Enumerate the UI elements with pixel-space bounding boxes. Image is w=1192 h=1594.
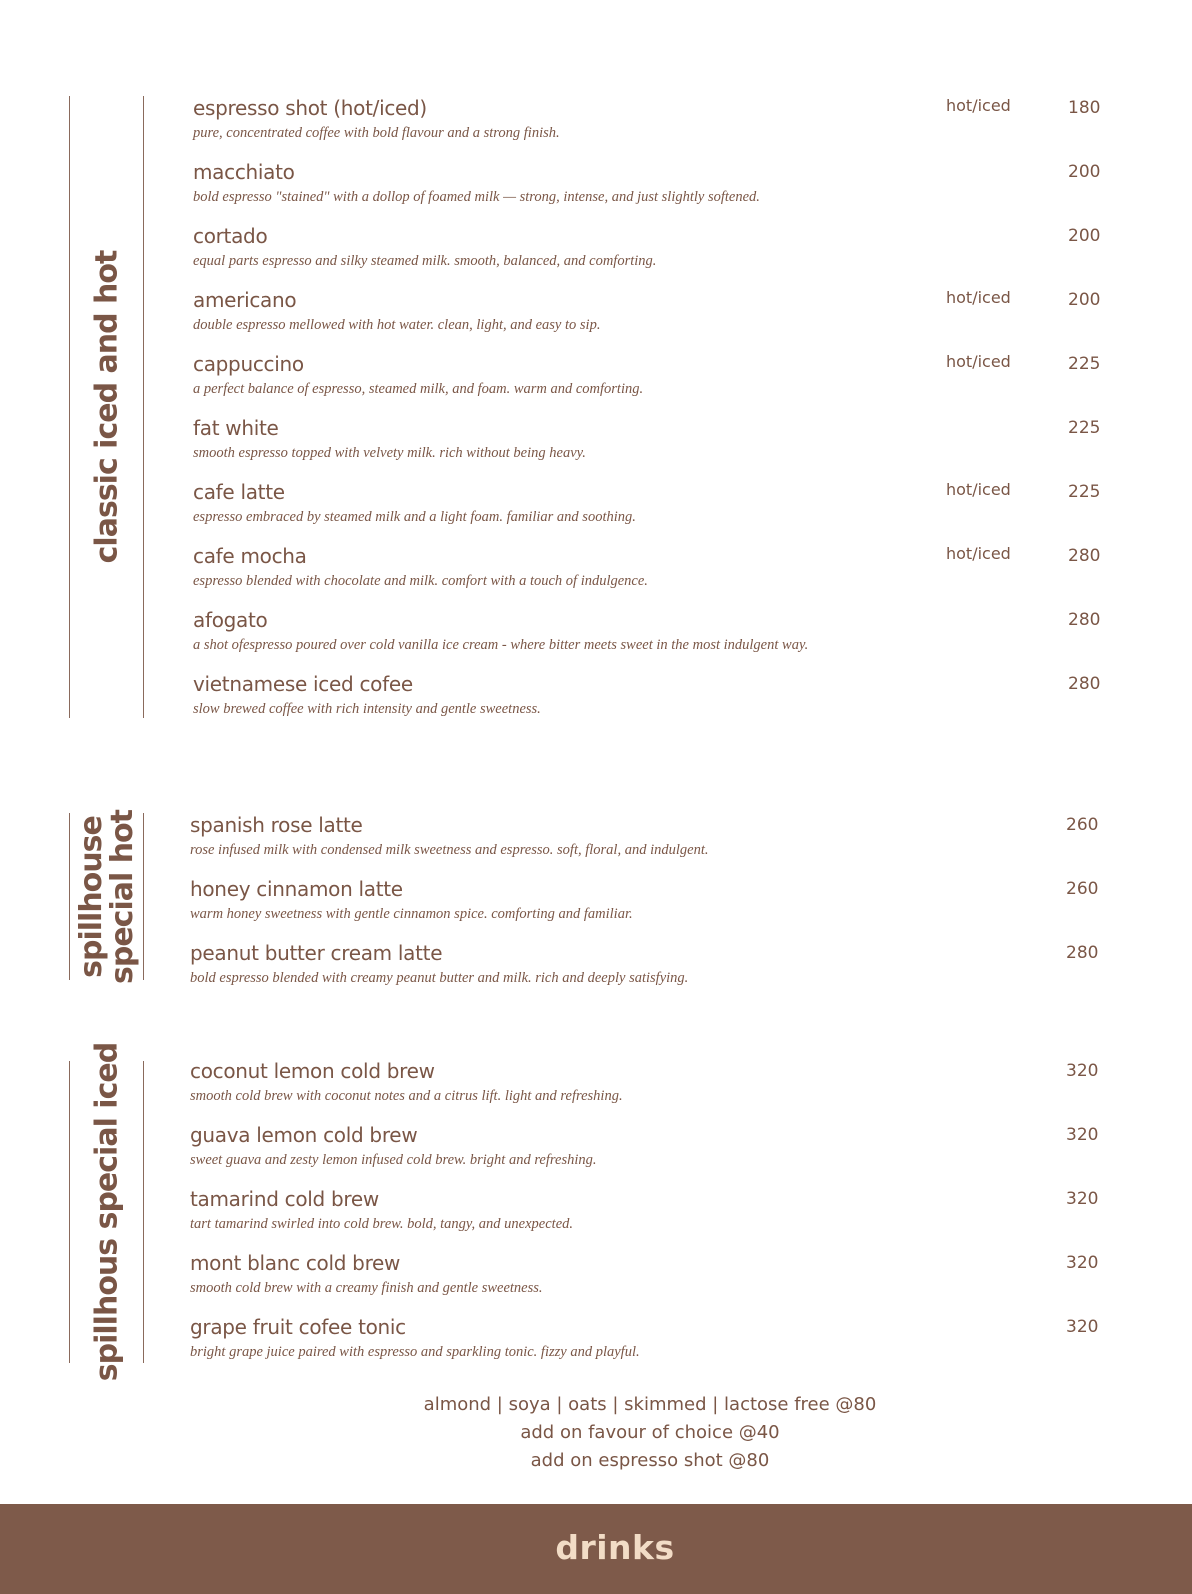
item-name: americano (193, 288, 297, 312)
item-price: 200 (1068, 226, 1101, 246)
item-price: 280 (1068, 546, 1101, 566)
item-option: hot/iced (946, 544, 1011, 563)
item-name: espresso shot (hot/iced) (193, 96, 427, 120)
menu-item (0, 160, 1192, 224)
milk-options-note: almond | soya | oats | skimmed | lactose free @80 (423, 1394, 877, 1415)
menu-list (0, 813, 1192, 1005)
item-price: 320 (1066, 1317, 1099, 1337)
item-description: bright grape juice paired with espresso and sparkling tonic. fizzy and playful. (190, 1344, 640, 1360)
section-special-iced (0, 1042, 1192, 1382)
item-description: espresso embraced by steamed milk and a light foam. familiar and soothing. (193, 509, 636, 525)
item-description: espresso blended with chocolate and milk. comfort with a touch of indulgence. (193, 573, 648, 589)
item-price: 225 (1068, 418, 1101, 438)
item-name: guava lemon cold brew (190, 1123, 418, 1147)
item-name: macchiato (193, 160, 295, 184)
menu-list (0, 96, 1192, 736)
item-name: afogato (193, 608, 268, 632)
menu-item (0, 608, 1192, 672)
footer-title: drinks (555, 1528, 675, 1567)
menu-item (0, 813, 1192, 877)
menu-item (0, 224, 1192, 288)
menu-item (0, 544, 1192, 608)
item-name: cafe latte (193, 480, 285, 504)
item-description: slow brewed coffee with rich intensity and gentle sweetness. (193, 701, 541, 717)
item-price: 260 (1066, 879, 1099, 899)
item-price: 225 (1068, 482, 1101, 502)
item-price: 200 (1068, 162, 1101, 182)
item-name: cappuccino (193, 352, 304, 376)
menu-item (0, 416, 1192, 480)
item-price: 180 (1068, 98, 1101, 118)
item-description: tart tamarind swirled into cold brew. bold, tangy, and unexpected. (190, 1216, 574, 1232)
menu-list (0, 1059, 1192, 1379)
section-label-line: spillhouse (73, 815, 109, 978)
section-special-hot (0, 809, 1192, 986)
menu-item (0, 352, 1192, 416)
menu-item (0, 288, 1192, 352)
item-price: 320 (1066, 1253, 1099, 1273)
section-label-line: spillhous special iced (89, 1042, 124, 1382)
item-name: peanut butter cream latte (190, 941, 443, 965)
item-price: 320 (1066, 1061, 1099, 1081)
item-name: cafe mocha (193, 544, 307, 568)
item-description: pure, concentrated coffee with bold flavour and a strong finish. (193, 125, 560, 141)
menu-item (0, 1315, 1192, 1379)
menu-item (0, 1123, 1192, 1187)
item-description: equal parts espresso and silky steamed milk. smooth, balanced, and comforting. (193, 253, 657, 269)
add-on-notes (300, 1391, 1000, 1475)
item-name: grape fruit cofee tonic (190, 1315, 406, 1339)
item-name: coconut lemon cold brew (190, 1059, 435, 1083)
espresso-addon-note: add on espresso shot @80 (530, 1450, 770, 1471)
item-price: 320 (1066, 1125, 1099, 1145)
item-description: rose infused milk with condensed milk sweetness and espresso. soft, floral, and indulgent. (190, 842, 709, 858)
item-name: spanish rose latte (190, 813, 363, 837)
item-name: fat white (193, 416, 279, 440)
menu-item (0, 480, 1192, 544)
footer-bar (0, 1504, 1192, 1594)
menu-item (0, 672, 1192, 736)
item-description: a perfect balance of espresso, steamed milk, and foam. warm and comforting. (193, 381, 644, 397)
item-description: a shot ofespresso poured over cold vanilla ice cream - where bitter meets sweet in the most indulgent way. (193, 637, 809, 653)
item-description: sweet guava and zesty lemon infused cold brew. bright and refreshing. (190, 1152, 597, 1168)
item-description: smooth cold brew with coconut notes and a citrus lift. light and refreshing. (190, 1088, 623, 1104)
item-name: cortado (193, 224, 268, 248)
menu-item (0, 96, 1192, 160)
menu-item (0, 1059, 1192, 1123)
item-price: 280 (1066, 943, 1099, 963)
item-description: smooth espresso topped with velvety milk. rich without being heavy. (193, 445, 586, 461)
item-name: vietnamese iced cofee (193, 672, 413, 696)
item-price: 280 (1068, 674, 1101, 694)
item-description: bold espresso "stained" with a dollop of foamed milk — strong, intense, and just slightly softened. (193, 189, 760, 205)
item-description: bold espresso blended with creamy peanut butter and milk. rich and deeply satisfying. (190, 970, 689, 986)
item-option: hot/iced (946, 352, 1011, 371)
flavour-addon-note: add on favour of choice @40 (520, 1422, 780, 1443)
section-classic (0, 96, 1192, 718)
item-description: smooth cold brew with a creamy finish and gentle sweetness. (190, 1280, 543, 1296)
item-name: honey cinnamon latte (190, 877, 403, 901)
item-name: tamarind cold brew (190, 1187, 379, 1211)
menu-item (0, 877, 1192, 941)
item-option: hot/iced (946, 288, 1011, 307)
item-price: 280 (1068, 610, 1101, 630)
section-label-line: special hot (104, 809, 140, 984)
menu-item (0, 1187, 1192, 1251)
item-name: mont blanc cold brew (190, 1251, 401, 1275)
item-price: 225 (1068, 354, 1101, 374)
item-option: hot/iced (946, 96, 1011, 115)
menu-item (0, 1251, 1192, 1315)
item-description: double espresso mellowed with hot water. clean, light, and easy to sip. (193, 317, 601, 333)
item-description: warm honey sweetness with gentle cinnamon spice. comforting and familiar. (190, 906, 633, 922)
item-price: 260 (1066, 815, 1099, 835)
menu-item (0, 941, 1192, 1005)
item-price: 200 (1068, 290, 1101, 310)
item-option: hot/iced (946, 480, 1011, 499)
section-label-line: classic iced and hot (89, 250, 124, 564)
item-price: 320 (1066, 1189, 1099, 1209)
